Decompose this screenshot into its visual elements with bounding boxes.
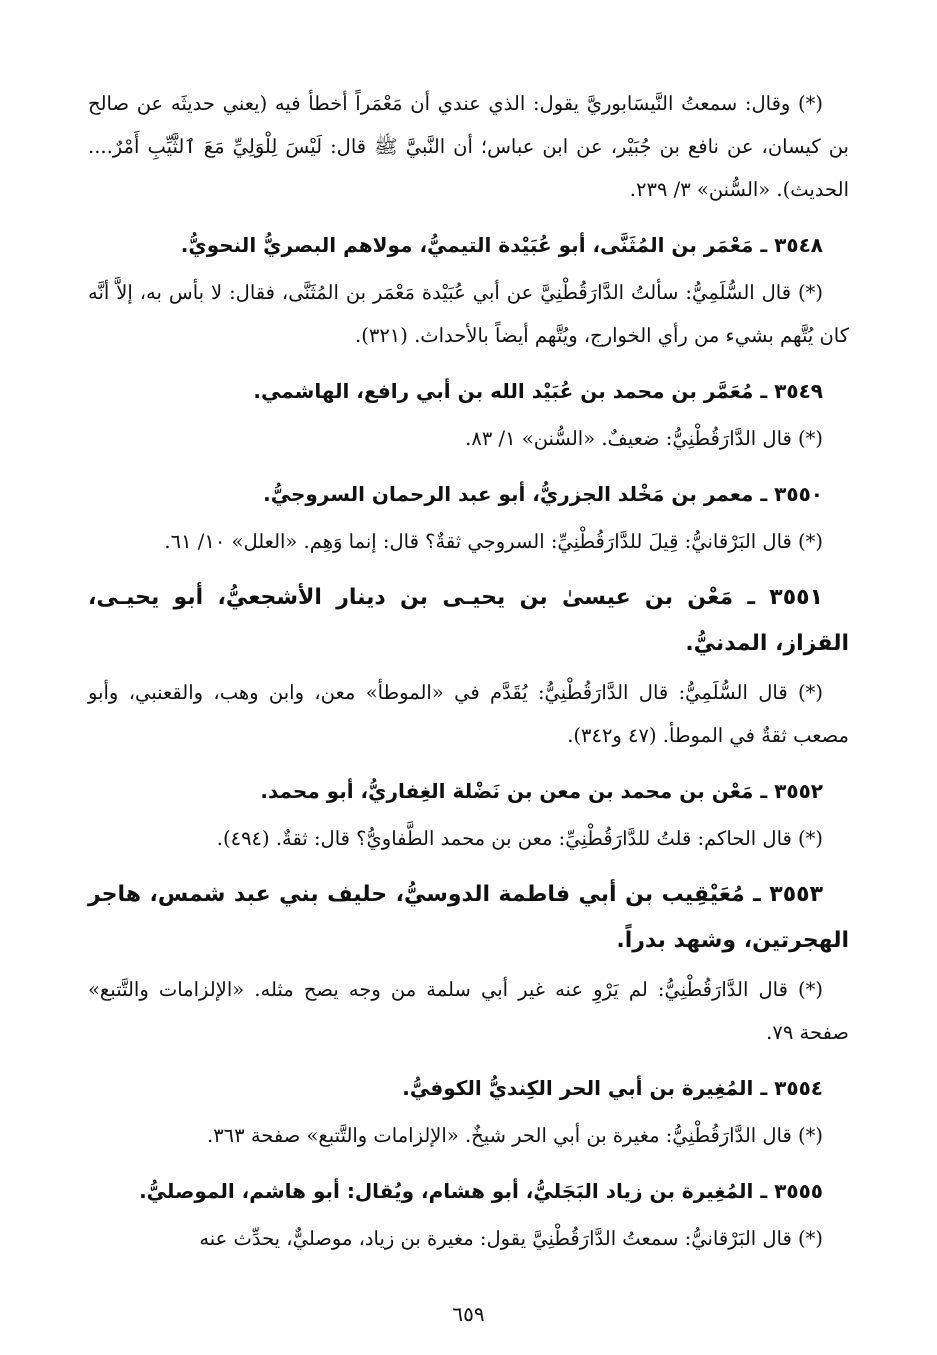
entry-3550 (88, 472, 849, 563)
entry-heading: ٣٥٥١ ـ مَعْن بن عيسىٰ بن يحيـى بن دينار الأشجعيُّ، أبو يحيـى، القزاز، المدنيُّ. (88, 585, 849, 656)
entry-body: (*) قال الدَّارَقُطْنِيُّ: مغيرة بن أبي الحر شيخٌ. «الإلزامات والتَّتبع» صفحة ٣٦٣. (207, 1124, 823, 1147)
page-number: ٦٥٩ (452, 1302, 485, 1326)
entry-3551 (88, 575, 849, 757)
entry-heading: ٣٥٥٣ ـ مُعَيْقِيب بن أبي فاطمة الدوسيُّ، حليف بني عبد شمس، هاجر الهجرتين، وشهد بدراً. (88, 882, 849, 953)
entry-3548 (88, 223, 849, 357)
entry-3553 (88, 872, 849, 1054)
entry-body: (*) قال الحاكم: قلتُ للدَّارَقُطْنِيِّ: معن بن محمد الطَّفاويُّ؟ قال: ثقةٌ. (٤٩٤). (216, 827, 823, 850)
entry-body: (*) قال البَرْقانيُّ: سمعتُ الدَّارَقُطْنِيَّ يقول: مغيرة بن زياد، موصليٌّ، يحدِّث عنه (199, 1227, 823, 1250)
entry-heading: ٣٥٤٩ ـ مُعَمَّر بن محمد بن عُبَيْد الله بن أبي رافع، الهاشمي. (253, 379, 823, 403)
entry-heading: ٣٥٥٢ ـ مَعْن بن محمد بن معن بن نَضْلة الغِفاريُّ، أبو محمد. (260, 779, 823, 803)
entry-3552 (88, 769, 849, 860)
entry-heading: ٣٥٥٤ ـ المُغِيرة بن أبي الحر الكِنديُّ الكوفيُّ. (402, 1076, 823, 1100)
entry-body: (*) قال الدَّارَقُطْنِيُّ: لم يَرْوِ عنه غير أبي سلمة من وجه يصح مثله. «الإلزامات والتَّتبع» صفحة ٧٩. (88, 978, 849, 1044)
entry-heading: ٣٥٥٠ ـ معمر بن مَخْلد الجزريُّ، أبو عبد الرحمان السروجيُّ. (263, 482, 823, 506)
entry-body: (*) قال السُّلَمِيُّ: قال الدَّارَقُطْنِيُّ: يُقَدَّم في «الموطأ» معن، وابن وهب، والقعنبي، وأبو مصعب ثقةٌ في الموطأ. (٤٧ و٣٤٢). (88, 681, 849, 747)
entry-heading: ٣٥٤٨ ـ مَعْمَر بن المُثَنَّى، أبو عُبَيْدة التيميُّ، مولاهم البصريُّ النحويُّ. (180, 233, 823, 257)
entry-heading: ٣٥٥٥ ـ المُغِيرة بن زياد البَجَليُّ، أبو هشام، ويُقال: أبو هاشم، الموصليُّ. (139, 1179, 823, 1203)
entry-body: (*) قال السُّلَمِيُّ: سألتُ الدَّارَقُطْنِيَّ عن أبي عُبَيْدة مَعْمَر بن المُثَنَّى، فقال: لا بأس به، إلاَّ أنَّه كان يُتَّهم بشيء من رأي الخوارج، ويُتَّهم أيضاً بالأحداث. (٣٢١). (88, 281, 849, 347)
entry-3549 (88, 369, 849, 460)
entry-3554 (88, 1066, 849, 1157)
intro-paragraph: (*) وقال: سمعتُ النَّيسَابوريَّ يقول: الذي عندي أن مَعْمَراً أخطأ فيه (يعني حديثَه عن صالح بن كيسان، عن نافع بن جُبَيْر، عن ابن عباس؛ أن النَّبيَّ ﷺ قال: لَيْسَ لِلْوَلِيِّ مَعَ ٱلثَّيِّبِ أَمْرٌ.... الحديث). «السُّنن» ٣/ ٢٣٩. (88, 92, 849, 201)
entry-3555 (88, 1169, 849, 1260)
page-content (88, 82, 849, 1260)
entry-body: (*) قال الدَّارَقُطْنِيُّ: ضعيفٌ. «السُّنن» ١/ ٨٣. (465, 427, 823, 450)
entry-body: (*) قال البَرْقانيُّ: قِيلَ للدَّارَقُطْنِيِّ: السروجي ثقةٌ؟ قال: إنما وَهِم. «العلل» ١٠/ ٦١. (164, 530, 823, 553)
